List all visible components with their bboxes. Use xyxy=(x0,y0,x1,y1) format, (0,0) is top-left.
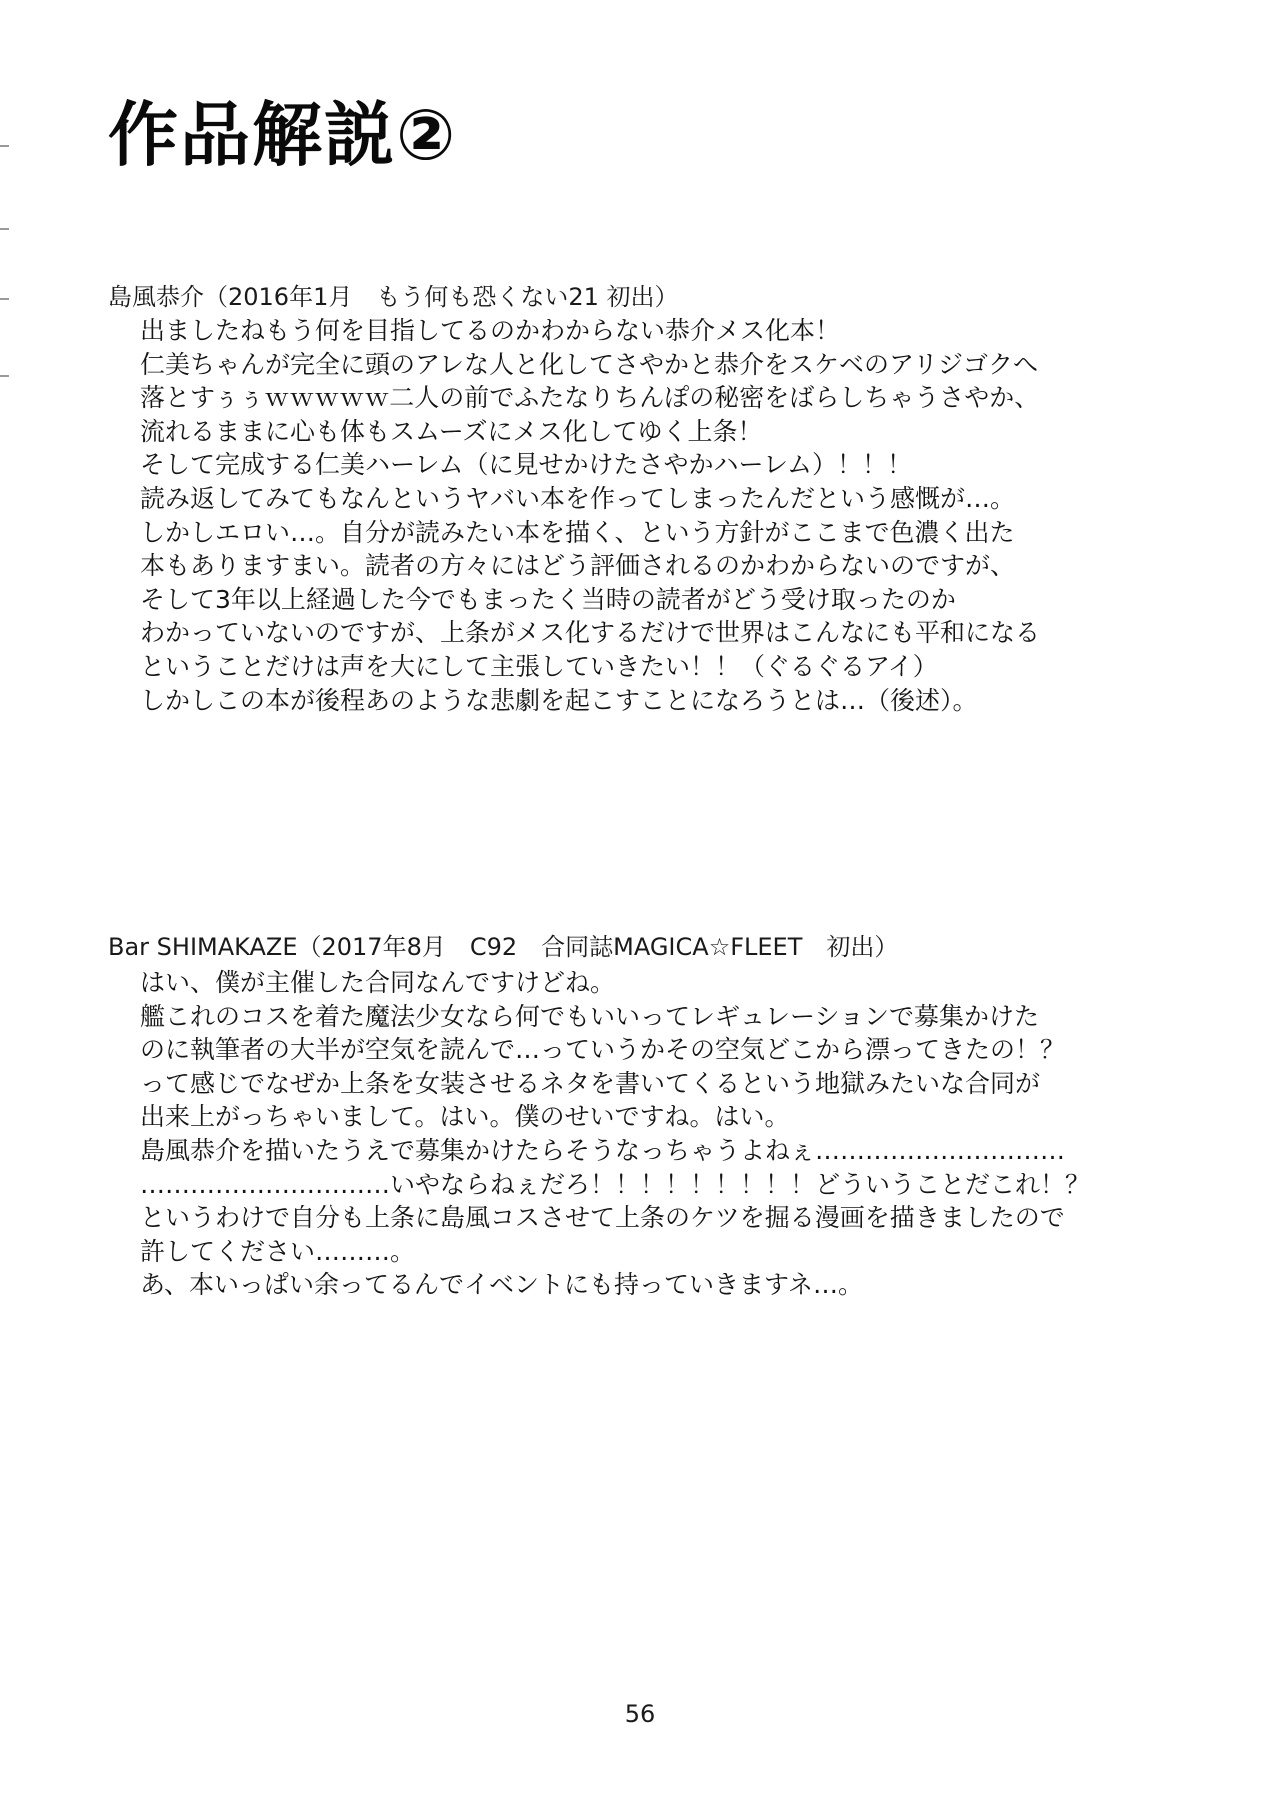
scan-mark xyxy=(0,228,9,230)
text-line: 落とすぅぅｗｗｗｗｗ二人の前でふたなりちんぽの秘密をばらしちゃうさやか、 xyxy=(140,383,1040,413)
section-body xyxy=(140,314,1040,717)
text-line: そして3年以上経過した今でもまったく当時の読者がどう受け取ったのか xyxy=(140,584,956,614)
text-line: 出来上がっちゃいまして。はい。僕のせいですね。はい。 xyxy=(140,1102,790,1132)
text-line: 艦これのコスを着た魔法少女なら何でもいいってレギュレーションで募集かけた xyxy=(140,1001,1040,1031)
scan-mark xyxy=(0,145,9,147)
text-line: というわけで自分も上条に島風コスさせて上条のケツを掘る漫画を描きましたので xyxy=(140,1203,1065,1233)
text-line: …………………………いやならねぇだろ！！！！！！！！！どういうことだこれ！？ xyxy=(140,1169,1091,1199)
section-body xyxy=(140,966,1090,1302)
text-line: ということだけは声を大にして主張していきたい！！（ぐるぐるアイ） xyxy=(140,651,938,681)
text-line: しかしエロい…。自分が読みたい本を描く、という方針がここまで色濃く出た xyxy=(140,517,1015,547)
text-line: 仁美ちゃんが完全に頭のアレな人と化してさやかと恭介をスケベのアリジゴクへ xyxy=(140,349,1039,379)
text-line: はい、僕が主催した合同なんですけどね。 xyxy=(140,968,616,997)
text-line: って感じでなぜか上条を女装させるネタを書いてくるという地獄みたいな合同が xyxy=(140,1068,1041,1098)
scan-mark xyxy=(0,375,9,377)
text-line: のに執筆者の大半が空気を読んで…っていうかその空気どこから漂ってきたの！？ xyxy=(140,1035,1066,1065)
text-line: 島風恭介を描いたうえで募集かけたらそうなっちゃうよねぇ………………………… xyxy=(140,1135,1066,1165)
section-heading: Bar SHIMAKAZE（2017年8月 C92 合同誌MAGICA☆FLEET 初出） xyxy=(108,933,899,961)
text-line: 許してください………。 xyxy=(140,1236,416,1266)
text-line: わかっていないのですが、上条がメス化するだけで世界はこんなにも平和になる xyxy=(140,618,1041,648)
text-line: 本もありますまい。読者の方々にはどう評価されるのかわからないのですが、 xyxy=(140,551,1016,581)
scan-mark xyxy=(0,298,9,300)
text-line: そして完成する仁美ハーレム（に見せかけたさやかハーレム）！！！ xyxy=(140,450,913,480)
section-heading: 島風恭介（2016年1月 もう何も恐くない21 初出） xyxy=(108,283,679,311)
text-line: しかしこの本が後程あのような悲劇を起こすことになろうとは…（後述）。 xyxy=(140,685,978,715)
page-number: 56 xyxy=(624,1700,656,1728)
text-line: 出ましたねもう何を目指してるのかわからない恭介メス化本！ xyxy=(140,316,841,345)
text-line: 読み返してみてもなんというヤバい本を作ってしまったんだという感慨が…。 xyxy=(140,483,1016,513)
text-line: 流れるままに心も体もスムーズにメス化してゆく上条！ xyxy=(140,416,763,446)
text-line: あ、本いっぱい余ってるんでイベントにも持っていきますネ…。 xyxy=(140,1270,864,1300)
page-title: 作品解説② xyxy=(108,94,458,176)
